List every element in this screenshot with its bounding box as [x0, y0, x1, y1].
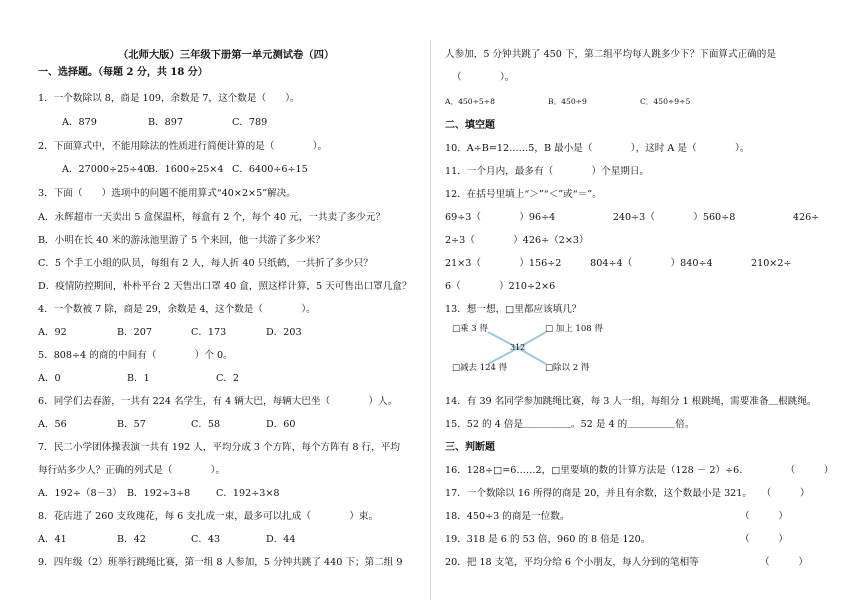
- left-text-line: D．疫情防控期间，朴朴平台 2 天售出口罩 40 盒，照这样计算，5 天可售出口罩几盒？: [38, 281, 412, 292]
- right-text-line: 6（ ）210÷2×6: [445, 281, 556, 292]
- left-text-line: A．27000÷25÷40: [62, 164, 150, 175]
- right-text-line: （ ）: [740, 511, 788, 522]
- left-text-line: D．44: [266, 534, 296, 545]
- page-title: （北师大版）三年级下册第一单元测试卷（四）: [118, 49, 335, 61]
- left-text-line: 9．四年级（2）班举行跳绳比赛，第一组 8 人参加，5 分钟共跳了 440 下；第二组 9: [38, 557, 403, 568]
- right-text-line: 15．52 的 4 倍是＿＿＿＿＿。52 是 4 的＿＿＿＿＿倍。: [445, 419, 695, 430]
- column-divider: [430, 40, 431, 600]
- left-text-line: C．173: [191, 327, 227, 338]
- left-text-line: B．897: [148, 117, 183, 128]
- right-text-line: 16．128÷□=6……2，□里要填的数的计算方法是（128 － 2）÷6. （ ）: [445, 465, 834, 476]
- right-text-line: （ ）。: [452, 72, 515, 83]
- left-text-line: 3．下面（ ）选项中的问题不能用算式“40×2×5”解决。: [38, 188, 296, 199]
- left-text-line: A．0: [38, 373, 61, 384]
- right-text-line: 二、填空题: [445, 120, 495, 131]
- left-text-line: B．207: [117, 327, 152, 338]
- left-text-line: 一、选择题。（每题 2 分，共 18 分）: [38, 67, 208, 78]
- diagram-bottom-left: □减去 124 得: [452, 363, 508, 373]
- right-text-line: 21×3（ ）156÷2 804÷4（ ）840÷4 210×2÷: [445, 258, 792, 269]
- right-text-line: 2÷3（ ）426÷（2×3）: [445, 235, 589, 246]
- right-text-line: 20．把 18 支笔，平均分给 6 个小朋友，每人分到的笔相等: [445, 557, 699, 568]
- right-text-line: C．450÷9÷5: [640, 97, 691, 106]
- right-text-line: 人参加，5 分钟共跳了 450 下，第二组平均每人跳多少下？下面算式正确的是: [445, 49, 776, 60]
- diagram-center: 312: [510, 343, 526, 352]
- left-text-line: A．879: [62, 117, 97, 128]
- right-text-line: 18．450÷3 的商是一位数。: [445, 511, 570, 522]
- right-text-line: 三、判断题: [445, 442, 495, 453]
- left-text-line: C．789: [232, 117, 268, 128]
- left-text-line: C．192÷3×8: [216, 488, 280, 499]
- right-text-line: 12．在括号里填上“＞”“＜”或“＝”。: [445, 189, 602, 200]
- right-text-line: 10．A÷B=12……5，B 最小是（ ），这时 A 是（ ）。: [445, 143, 750, 154]
- left-text-line: A．永辉超市一天卖出 5 盒保温杯，每盒有 2 个，每个 40 元，一共卖了多少元？: [38, 212, 386, 223]
- left-text-line: C．6400÷6÷15: [232, 164, 308, 175]
- left-text-line: 7．民二小学团体操表演一共有 192 人，平均分成 3 个方阵，每个方阵有 8 行，平均: [38, 442, 400, 453]
- right-text-line: 11．一个月内，最多有（ ）个星期日。: [445, 166, 650, 177]
- left-text-line: 8．花店进了 260 支玫瑰花，每 6 支扎成一束，最多可以扎成（ ）束。: [38, 511, 379, 522]
- right-text-line: 17．一个数除以 16 所得的商是 20，并且有余数，这个数最小是 321。 （ ）: [445, 488, 810, 499]
- left-text-line: B．1600÷25×4: [148, 164, 224, 175]
- right-text-line: B．450÷9: [548, 97, 587, 106]
- diagram-top-right: □ 加上 108 得: [545, 324, 603, 334]
- left-text-line: D．60: [266, 419, 296, 430]
- left-text-line: 1．一个数除以 8，商是 109，余数是 7，这个数是（ ）。: [38, 93, 300, 104]
- right-text-line: 13．想一想，□里都应该填几？: [445, 304, 582, 315]
- right-text-line: （ ）: [740, 534, 788, 545]
- right-text-line: 14．有 39 名同学参加跳绳比赛，每 3 人一组，每组分 1 根跳绳，需要准备＿根跳绳。: [445, 396, 817, 407]
- left-text-line: A．56: [38, 419, 67, 430]
- left-text-line: B．1: [127, 373, 150, 384]
- left-text-line: A．41: [38, 534, 67, 545]
- left-text-line: 每行站多少人？正确的列式是（ ）。: [38, 465, 226, 476]
- left-text-line: C．2: [216, 373, 240, 384]
- left-text-line: 2．下面算式中，不能用除法的性质进行简便计算的是（ ）。: [38, 141, 328, 152]
- diagram-top-left: □乘 3 得: [452, 324, 488, 334]
- left-text-line: C．5 个手工小组的队员，每组有 2 人，每人折 40 只纸鹤，一共折了多少只？: [38, 258, 373, 269]
- left-text-line: A．192÷（8－3）: [38, 488, 122, 499]
- left-text-line: B．小明在长 40 米的游泳池里游了 5 个来回，他一共游了多少米？: [38, 235, 325, 246]
- diagram-bottom-right: □除以 2 得: [545, 363, 590, 373]
- left-text-line: C．43: [191, 534, 221, 545]
- left-text-line: B．192÷3÷8: [127, 488, 191, 499]
- left-text-line: D．203: [266, 327, 302, 338]
- left-text-line: 4．一个数被 7 除，商是 29，余数是 4，这个数是（ ）。: [38, 304, 316, 315]
- left-text-line: C．58: [191, 419, 221, 430]
- right-text-line: （ ）: [760, 557, 808, 568]
- right-text-line: 69÷3（ ）96÷4 240÷3（ ）560÷8 426÷: [445, 212, 820, 223]
- right-text-line: A．450÷5÷8: [445, 97, 495, 106]
- right-text-line: 19．318 是 6 的 53 倍，960 的 8 倍是 120。: [445, 534, 651, 545]
- left-text-line: B．57: [117, 419, 146, 430]
- left-text-line: B．42: [117, 534, 146, 545]
- left-text-line: 6．同学们去春游，一共有 224 名学生，有 4 辆大巴，每辆大巴坐（ ）人。: [38, 396, 398, 407]
- left-text-line: 5．808÷4 的商的中间有（ ）个 0。: [38, 350, 233, 361]
- left-text-line: A．92: [38, 327, 67, 338]
